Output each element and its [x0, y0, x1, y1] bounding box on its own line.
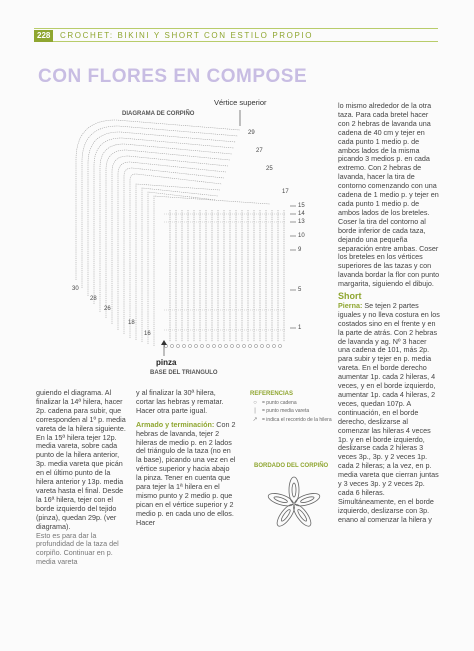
- row-number: 13: [298, 219, 305, 225]
- reference-item: [250, 400, 332, 406]
- row-number: 18: [128, 320, 135, 326]
- reference-label: = punto media vareta: [262, 408, 310, 414]
- instructions-column-left: [36, 389, 128, 567]
- reference-item: [250, 416, 332, 423]
- paragraph: lo mismo alrededor de la otra taza. Para cada bretel hacer con 2 hebras de lavanda una cadena de 40 cm y tejer en cada punto 1 medio p. de ambos lados de la misma picando 3 medios p. en cada extremo. Con 2 hebras de lavanda, hacer la tira de contorno comenzando con una cadena de 1 medio p. y tejer en cada punto 1 medio p. de ambos lados de los breteles. Coser la tira del contorno al borde inferior de cada taza, dejando una pequeña separación entre ambas. Coser los breteles en los vértices superiores de las tazas y con lavanda bordar la flor con punto margarita, siguiendo el dibujo.: [338, 101, 440, 289]
- diagram-title: DIAGRAMA DE CORPIÑO: [122, 111, 195, 117]
- page-header: [34, 28, 438, 42]
- row-number: 26: [104, 306, 111, 312]
- flower-embroidery-icon: [254, 476, 334, 548]
- corpino-diagram: [60, 100, 320, 385]
- paragraph: Se tejen 2 partes iguales y no lleva costura en los costados sino en el frente y en la parte de atrás. Con 2 hebras de lavanda y ag. Nº 3 hacer una cadena de 101, más 2p. para subir y tejer en p. media vareta. En el borde derecho aumentar 1p. cada 2 hileras, 4 veces, y en el borde izquierdo, aumentar 1p. cada 4 hileras, 2 veces, quedan 107p. A continuación, en el borde derecho, deslizarse al comenzar las hileras 4 veces 1p. y en el borde izquierdo, deslizarse cada 2 hileras 3 veces 3p., 3p. y 2 veces 1p. cada 2 hileras; a la vez, en p. media vareta que cierran juntas y 3 veces 3p. y 2 veces 2p. cada 6 hileras. Simultáneamente, en el borde izquierdo, deslizarse con 3p. enano al comenzar la hilera y: [338, 300, 440, 524]
- vertex-label: Vértice superior: [214, 98, 267, 107]
- reference-label: = indica el recorrido de la hilera: [262, 416, 332, 423]
- row-number: 16: [144, 331, 151, 337]
- references-legend: [250, 391, 332, 425]
- section-title: CON FLORES EN COMPOSE: [38, 66, 308, 87]
- row-number: 1: [298, 325, 302, 331]
- header-title: CROCHET: BIKINI Y SHORT CON ESTILO PROPIO: [60, 31, 314, 40]
- row-number: 28: [90, 296, 97, 302]
- row-number: 5: [298, 287, 302, 293]
- armado-heading: Armado y terminación:: [136, 419, 215, 429]
- chain-stitch-icon: ○: [253, 400, 257, 406]
- pierna-label: Pierna:: [338, 300, 363, 310]
- page-number: 228: [34, 30, 53, 42]
- row-number: 9: [298, 247, 302, 253]
- base-label: BASE DEL TRIANGULO: [150, 370, 218, 376]
- row-number: 29: [248, 130, 255, 136]
- instructions-column-right: [338, 102, 440, 525]
- instructions-column-middle: [136, 389, 236, 528]
- row-number: 14: [298, 211, 305, 217]
- bordado-title: BORDADO DEL CORPIÑO: [254, 463, 329, 469]
- row-number: 17: [282, 189, 289, 195]
- diagram-drawing: [60, 100, 320, 385]
- row-number: 15: [298, 203, 305, 209]
- reference-item: [250, 408, 332, 414]
- half-double-stitch-icon: |: [254, 408, 256, 414]
- row-number: 30: [72, 286, 79, 292]
- pinza-label: pinza: [156, 358, 177, 367]
- row-number: 27: [256, 148, 263, 154]
- short-heading: Short: [338, 291, 362, 302]
- paragraph: Esto es para dar la profundidad de la taza del corpiño. Continuar en p. media vareta: [36, 530, 119, 567]
- paragraph: y al finalizar la 30ª hilera, cortar las hebras y rematar. Hacer otra parte igual.: [136, 388, 224, 415]
- reference-label: = punto cadena: [262, 400, 297, 406]
- paragraph: Con 2 hebras de lavanda, tejer 2 hileras de medio p. en 2 lados del triángulo de la taza (no en la base), picando una vez en el vértice superior y hacia abajo la pinza. Tener en cuenta que para tejer la 1ª hilera en el mismo punto y 2 medio p. que pican en el vértice superior y 2 medio p. en cada uno de ellos. Hacer: [136, 419, 236, 527]
- direction-arrow-icon: ↗: [252, 417, 258, 423]
- row-number: 10: [298, 233, 305, 239]
- paragraph: guiendo el diagrama. Al finalizar la 14ª hilera, hacer 2p. cadena para subir, que corresponden al 1º p. media vareta de la hilera siguiente. En la 15ª hilera tejer 12p. media vareta, sobre cada punto de la hilera anterior, 3p. media vareta que picán en el último punto de la hilera anterior y 13p. media vareta hasta el final. Desde la 16ª hilera, tejer con el borde izquierdo del tejido (pinza), quedan 29p. (ver diagrama).: [36, 388, 126, 531]
- references-title: REFERENCIAS: [250, 391, 294, 397]
- row-number: 25: [266, 166, 273, 172]
